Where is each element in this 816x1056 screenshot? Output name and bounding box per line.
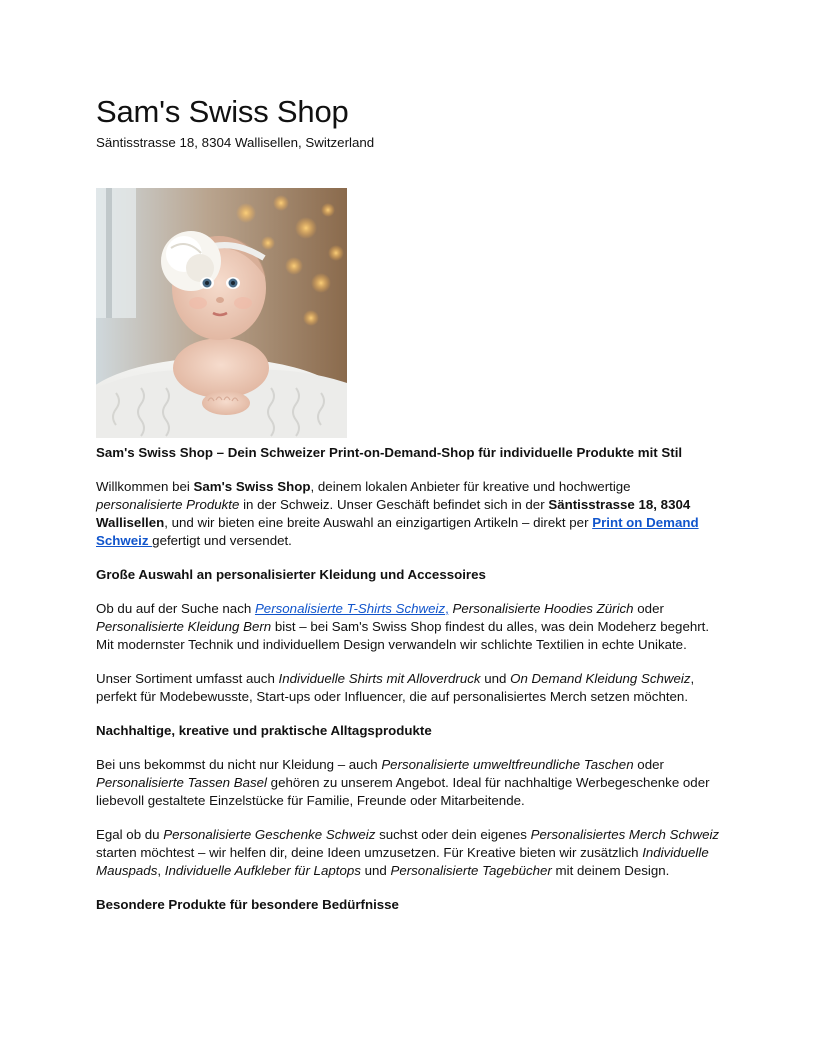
baby-photo: [96, 188, 347, 438]
tshirts-link[interactable]: Personalisierte T-Shirts Schweiz,: [254, 601, 449, 616]
shop-address: Säntisstrasse 18, 8304 Wallisellen, Switzerland: [96, 135, 375, 150]
print-on-demand-link[interactable]: Print on Demand Schweiz: [96, 515, 699, 548]
paragraph-clothing: Ob du auf der Suche nach Personalisierte T-Shirts Schweiz, Personalisierte Hoodies Zürich oder Personalisierte Kleidung Bern bist – bei Sam's Swiss Shop findest du alles, was dein Modeherz begehrt. Mit modernster Technik und individuellem Design verwandeln wir schlichte Textilien in echte Unikate.: [96, 601, 710, 652]
paragraph-sustainable: Bei uns bekommst du nicht nur Kleidung – auch Personalisierte umweltfreundliche Taschen oder Personalisierte Tassen Basel gehören zu unserem Angebot. Ideal für nachhaltige Werbegeschenke oder liebevoll gestaltete Einzelstücke für Familie, Freunde oder Mitarbeitende.: [96, 757, 710, 808]
paragraph-assortment: Unser Sortiment umfasst auch Individuelle Shirts mit Alloverdruck und On Demand Kleidung Schweiz, perfekt für Modebewusste, Start-ups oder Influencer, die auf personalisiertes Merch setzen möchten.: [96, 671, 695, 704]
paragraph-gifts: Egal ob du Personalisierte Geschenke Schweiz suchst oder dein eigenes Personalisiertes Merch Schweiz starten möchtest – wir helfen dir, deine Ideen umzusetzen. Für Kreative bieten wir zusätzlich Individuelle Mauspads, Individuelle Aufkleber für Laptops und Personalisierte Tagebücher mit deinem Design.: [96, 827, 720, 878]
section-heading-sustainable: Nachhaltige, kreative und praktische Alltagsprodukte: [96, 723, 432, 738]
page-title: Sam's Swiss Shop: [96, 94, 349, 129]
intro-heading: Sam's Swiss Shop – Dein Schweizer Print-on-Demand-Shop für individuelle Produkte mit Stil: [96, 445, 683, 460]
section-heading-special: Besondere Produkte für besondere Bedürfnisse: [96, 897, 399, 912]
section-heading-clothing: Große Auswahl an personalisierter Kleidung und Accessoires: [96, 567, 486, 582]
document-page: [96, 92, 720, 914]
paragraph-welcome: Willkommen bei Sam's Swiss Shop, deinem lokalen Anbieter für kreative und hochwertige personalisierte Produkte in der Schweiz. Unser Geschäft befindet sich in der Säntisstrasse 18, 8304 Wallisellen, und wir bieten eine breite Auswahl an einzigartigen Artikeln – direkt per Print on Demand Schweiz gefertigt und versendet.: [96, 479, 699, 548]
